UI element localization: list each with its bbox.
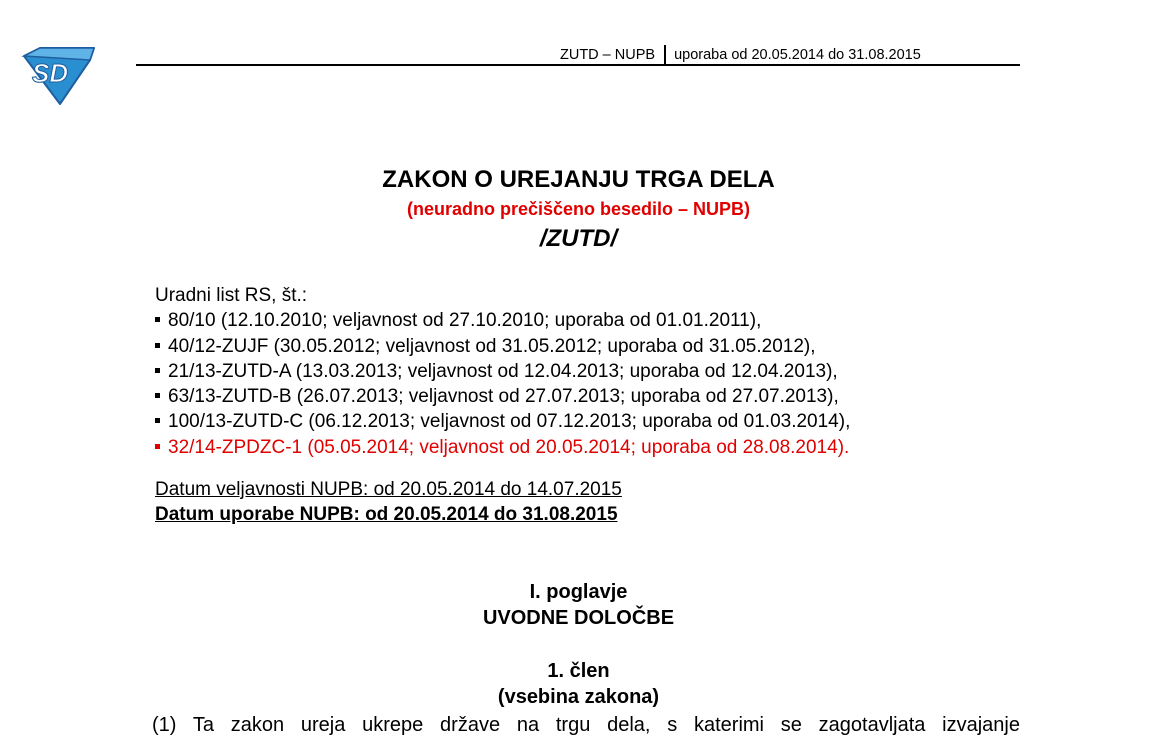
header-law-code: ZUTD – NUPB	[560, 46, 656, 63]
gazette-item: 21/13-ZUTD-A (13.03.2013; veljavnost od 12.04.2013; uporaba od 12.04.2013),	[155, 359, 850, 384]
document-title: ZAKON O UREJANJU TRGA DELA	[382, 166, 775, 193]
gazette-label: Uradni list RS, št.:	[155, 285, 308, 306]
bullet-icon	[155, 418, 160, 423]
svg-text:SD: SD	[32, 58, 69, 88]
running-header	[560, 44, 921, 65]
gazette-list	[155, 283, 850, 460]
header-separator	[664, 45, 666, 66]
bullet-icon	[155, 368, 160, 373]
gazette-item: 80/10 (12.10.2010; veljavnost od 27.10.2010; uporaba od 01.01.2011),	[155, 308, 850, 333]
article-paragraph: (1) Ta zakon ureja ukrepe države na trgu dela, s katerimi se zagotavljata izvajanje	[152, 714, 1020, 736]
document-abbreviation: /ZUTD/	[539, 225, 618, 252]
gazette-item: 40/12-ZUJF (30.05.2012; veljavnost od 31.05.2012; uporaba od 31.05.2012),	[155, 334, 850, 359]
gazette-item: 100/13-ZUTD-C (06.12.2013; veljavnost od 07.12.2013; uporaba od 01.03.2014),	[155, 409, 850, 434]
header-usage-period: uporaba od 20.05.2014 do 31.08.2015	[674, 46, 921, 63]
bullet-icon	[155, 393, 160, 398]
sd-shield-logo	[20, 46, 98, 106]
article-number: 1. člen	[547, 660, 610, 682]
article-title: (vsebina zakona)	[497, 686, 660, 708]
gazette-item-latest: 32/14-ZPDZC-1 (05.05.2014; veljavnost od 20.05.2014; uporaba od 28.08.2014).	[155, 435, 850, 460]
chapter-number: I. poglavje	[529, 581, 628, 603]
nupb-dates	[155, 477, 622, 528]
application-date: Datum uporabe NUPB: od 20.05.2014 do 31.08.2015	[155, 504, 618, 526]
gazette-item: 63/13-ZUTD-B (26.07.2013; veljavnost od 27.07.2013; uporaba od 27.07.2013),	[155, 384, 850, 409]
bullet-icon	[155, 444, 160, 449]
header-rule	[136, 64, 1020, 66]
bullet-icon	[155, 343, 160, 348]
bullet-icon	[155, 317, 160, 322]
chapter-title: UVODNE DOLOČBE	[482, 607, 675, 629]
validity-date: Datum veljavnosti NUPB: od 20.05.2014 do 14.07.2015	[155, 479, 622, 500]
document-subtitle: (neuradno prečiščeno besedilo – NUPB)	[406, 199, 751, 219]
